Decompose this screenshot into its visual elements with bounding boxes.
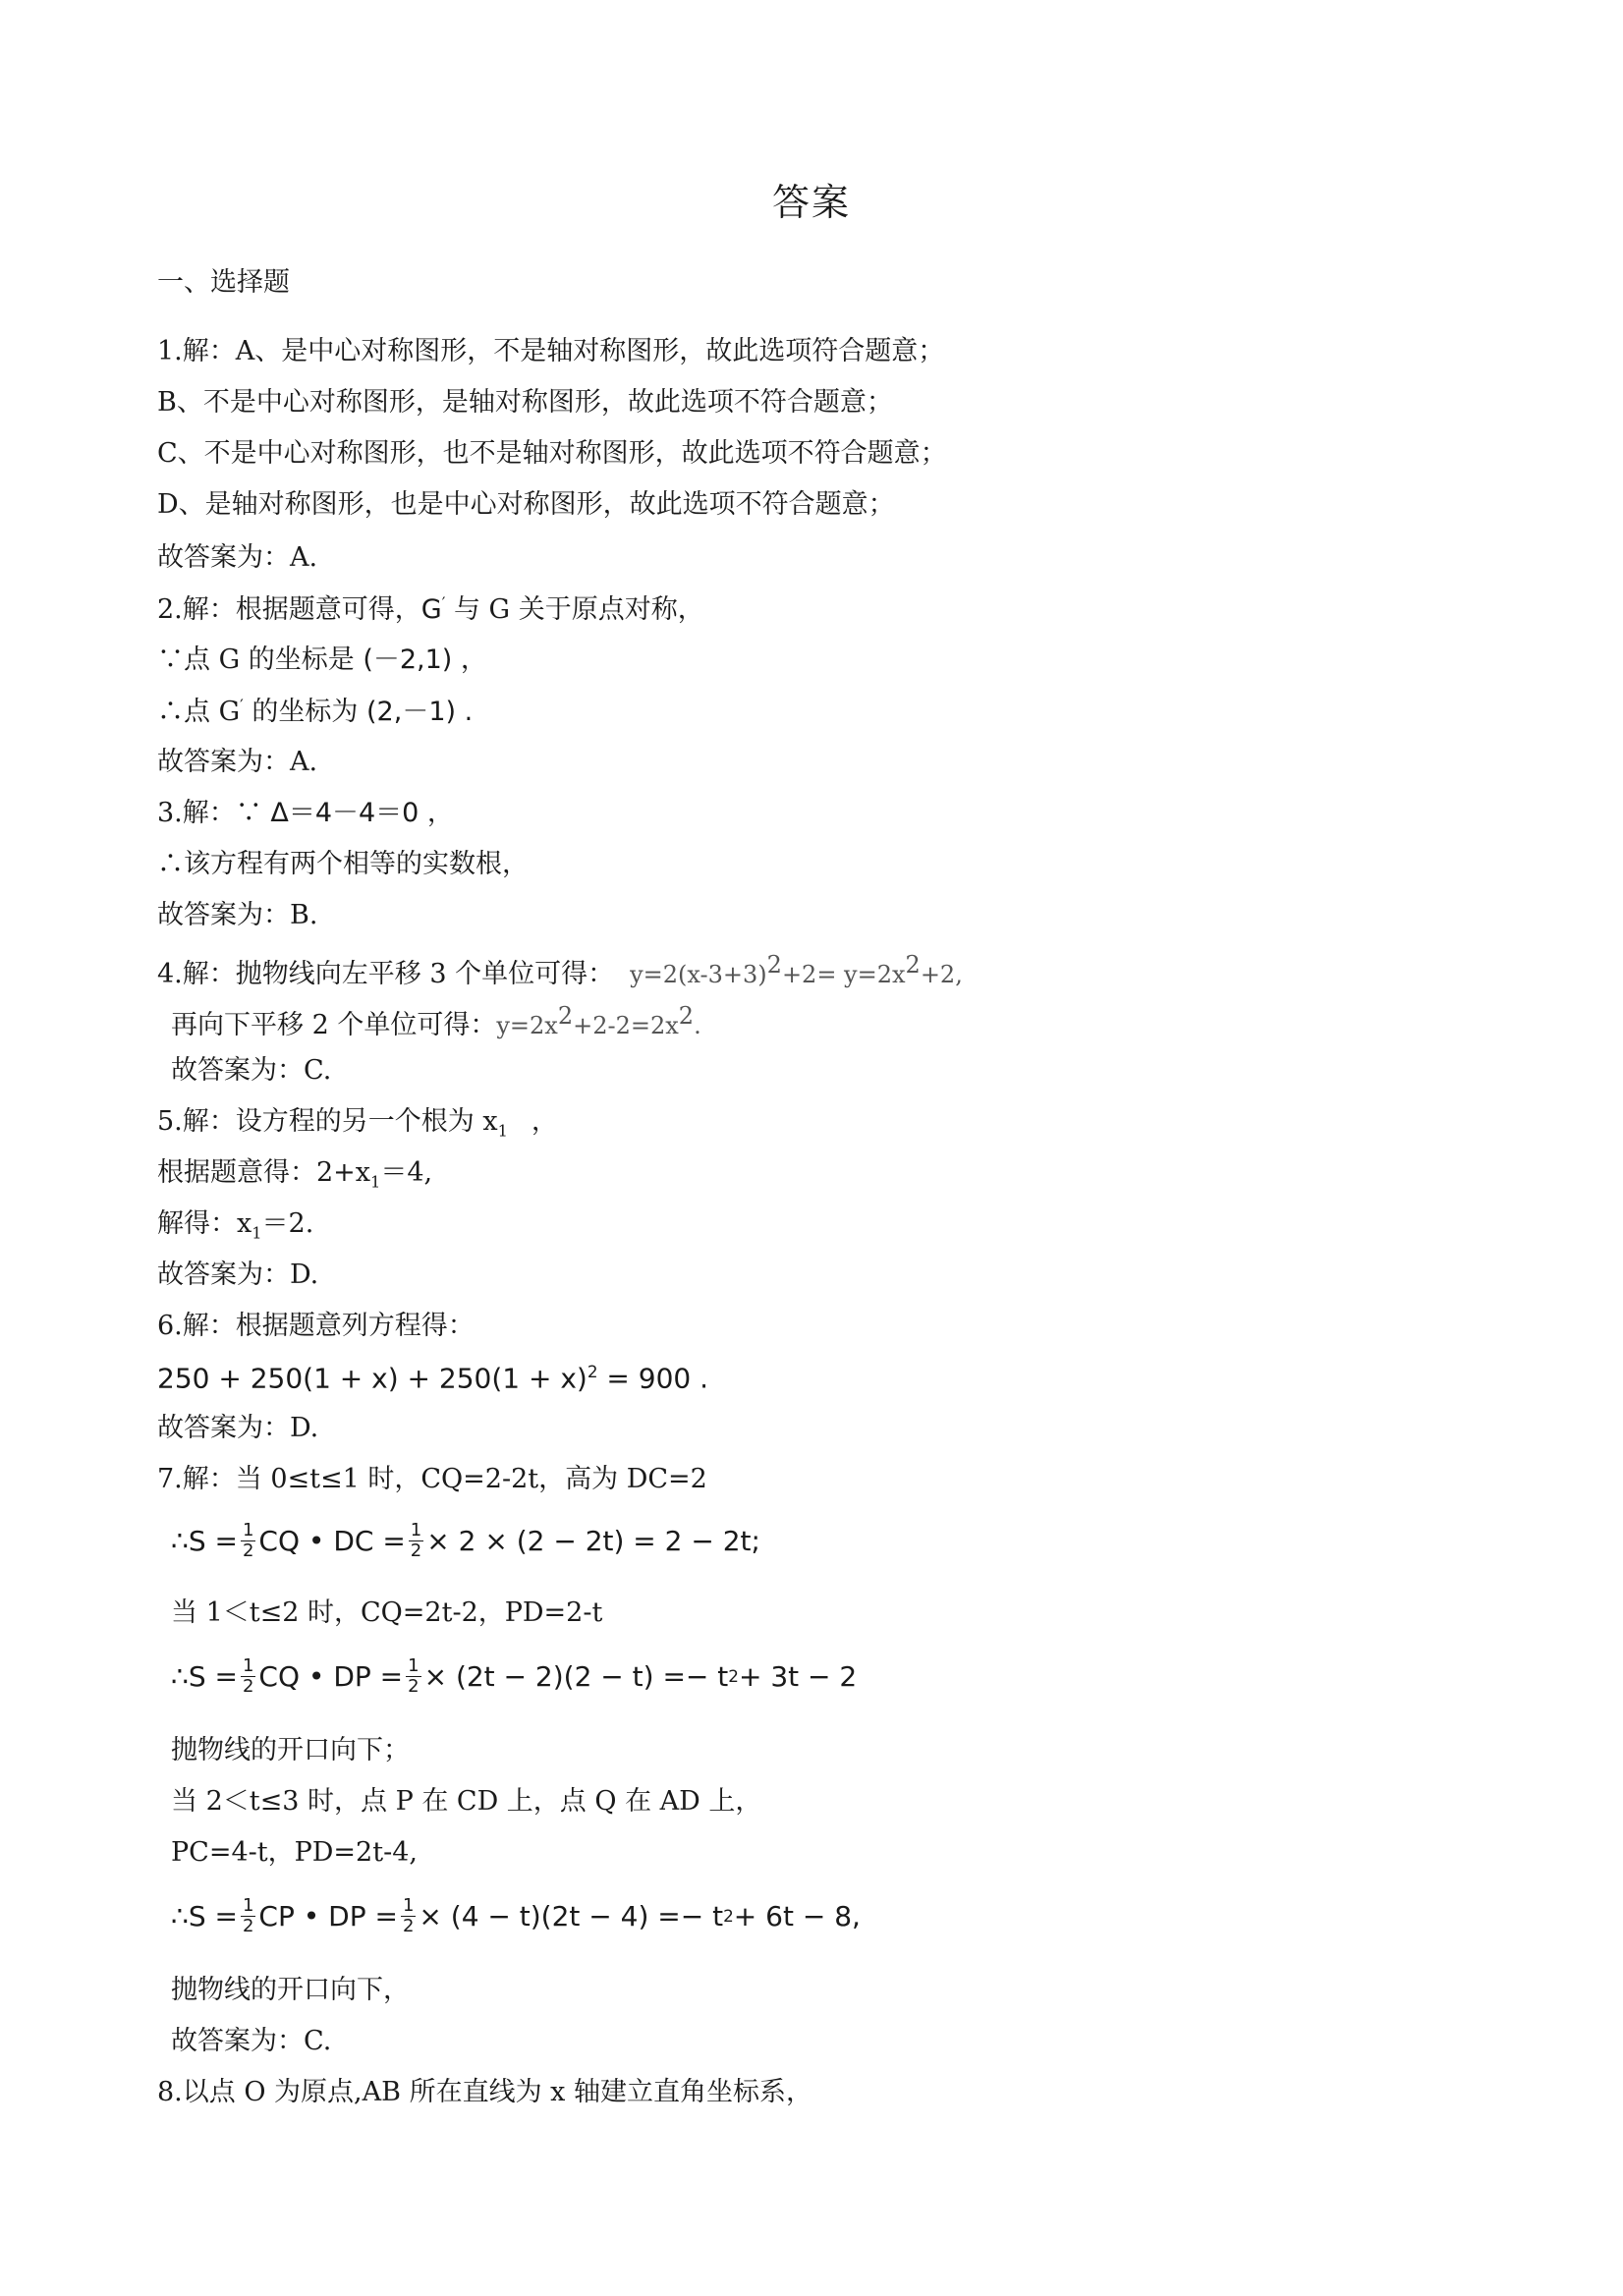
q1-line3: C、不是中心对称图形，也不是轴对称图形，故此选项不符合题意； (157, 438, 947, 469)
q5-answer: 故答案为：D. (157, 1260, 319, 1290)
q7-answer: 故答案为：C. (171, 2026, 332, 2056)
q4-exp-c: 2 (557, 1002, 574, 1030)
q5-sub2: 1 (370, 1172, 381, 1192)
q3-line1 (157, 798, 454, 829)
q2-coord-label: 的坐标为 (243, 697, 359, 727)
q4-expr-a: y=2(x-3+3) (630, 961, 767, 988)
q4-expr-c: +2, (920, 961, 963, 988)
q6-equation (157, 1362, 708, 1395)
section-heading: 一、选择题 (157, 267, 290, 298)
q6-eq-b: = 900 . (597, 1362, 709, 1395)
q7-f3-e: + 6t − 8, (733, 1899, 861, 1932)
q5-sub3: 1 (252, 1223, 262, 1243)
q7-formula2 (171, 1656, 857, 1697)
q4-exp-b: 2 (905, 951, 921, 979)
q5-eq-a: 根据题意得：2+x (157, 1157, 371, 1188)
fraction-half: $\frac{1}{2}$ (242, 1655, 254, 1697)
q2-given: ∵点 G 的坐标是 (157, 644, 355, 675)
q5-sol-a: 解得：x (157, 1208, 252, 1239)
q5-line1 (157, 1106, 558, 1141)
q4-answer: 故答案为：C. (171, 1055, 332, 1086)
q3-because: 3.解：∵ (157, 798, 262, 828)
fraction-half: $\frac{1}{2}$ (410, 1520, 422, 1561)
q5-sol-b: ＝2. (261, 1208, 314, 1239)
q2-prime2: ′ (240, 696, 244, 714)
q2-coordinate: (－2,1) ， (354, 644, 487, 675)
q2-line1 (157, 593, 704, 626)
q4-line1 (157, 951, 963, 990)
q6-eq-exp: 2 (587, 1362, 598, 1381)
q3-answer: 故答案为：B. (157, 900, 318, 930)
q2-line3 (157, 696, 473, 728)
q7-line5: PC=4-t，PD=2t-4, (171, 1837, 418, 1868)
q5-eq-b: ＝4, (380, 1157, 433, 1188)
q4-expr-d: y=2x (496, 1012, 558, 1039)
q7-line4: 当 2＜t≤3 时，点 P 在 CD 上，点 Q 在 AD 上， (171, 1786, 762, 1817)
q7-f2-c: × (2t − 2)(2 − t) =− t (423, 1659, 729, 1693)
q4-expr-b: +2= y=2x (781, 961, 906, 988)
q1-line2: B、不是中心对称图形，是轴对称图形，故此选项不符合题意； (157, 387, 893, 418)
q6-line1: 6.解：根据题意列方程得： (157, 1311, 475, 1341)
q2-prime: ′ (441, 593, 446, 612)
fraction-half: $\frac{1}{2}$ (402, 1895, 415, 1936)
q7-f1-c: × 2 × (2 − 2t) = 2 − 2t; (426, 1524, 760, 1557)
q5-line2 (157, 1157, 432, 1192)
q2-g-symbol: G (420, 594, 442, 625)
q5-comma: ， (531, 1106, 558, 1137)
q7-formula1 (171, 1521, 760, 1561)
q2-text-end: 与 G 关于原点对称， (445, 594, 704, 625)
q4-exp-d: 2 (678, 1002, 695, 1030)
q3-line2: ∴该方程有两个相等的实数根， (157, 849, 529, 879)
q2-answer: 故答案为：A. (157, 747, 318, 777)
q2-text: 2.解：根据题意可得， (157, 594, 421, 625)
q7-f3-c: × (4 − t)(2t − 4) =− t (419, 1899, 724, 1932)
q7-line1: 7.解：当 0≤t≤1 时，CQ=2-2t，高为 DC=2 (157, 1464, 707, 1494)
q7-formula3 (171, 1896, 861, 1936)
q7-f3-b: CP • DP = (258, 1899, 398, 1932)
q7-line3: 抛物线的开口向下； (171, 1735, 410, 1765)
q4-exp-a: 2 (766, 951, 782, 979)
q1-line1: 1.解：A、是中心对称图形，不是轴对称图形，故此选项符合题意； (157, 336, 945, 366)
q2-result-coordinate: (2,－1) . (358, 697, 474, 727)
q6-answer: 故答案为：D. (157, 1413, 319, 1443)
q3-discriminant: Δ＝4－4＝0 ， (261, 798, 454, 828)
q7-line6: 抛物线的开口向下， (171, 1975, 410, 2005)
q7-f2-b: CQ • DP = (258, 1659, 404, 1693)
q1-line4: D、是轴对称图形，也是中心对称图形，故此选项不符合题意； (157, 489, 895, 520)
q7-f2-a: ∴S = (171, 1659, 238, 1693)
q5-sub: 1 (497, 1121, 508, 1141)
q7-f3-exp: 2 (723, 1906, 734, 1927)
fraction-half: $\frac{1}{2}$ (242, 1895, 254, 1936)
fraction-half: $\frac{1}{2}$ (242, 1520, 254, 1561)
q4-text: 4.解：抛物线向左平移 3 个单位可得： (157, 959, 615, 989)
page-title: 答案 (771, 181, 851, 224)
q7-line2: 当 1＜t≤2 时，CQ=2t-2，PD=2-t (171, 1597, 603, 1628)
q7-f1-b: CQ • DC = (258, 1524, 406, 1557)
q7-f3-a: ∴S = (171, 1899, 238, 1932)
q7-f2-e: + 3t − 2 (738, 1659, 858, 1693)
q4-expr-f: . (694, 1012, 701, 1039)
q7-f2-exp: 2 (728, 1666, 739, 1687)
q4-text2: 再向下平移 2 个单位可得： (171, 1010, 497, 1040)
q8-line1: 8.以点 O 为原点,AB 所在直线为 x 轴建立直角坐标系， (157, 2077, 812, 2107)
q4-expr-e: +2-2=2x (573, 1012, 679, 1039)
q5-text: 5.解：设方程的另一个根为 x (157, 1106, 498, 1137)
q7-f1-a: ∴S = (171, 1524, 238, 1557)
fraction-half: $\frac{1}{2}$ (408, 1655, 420, 1697)
q5-line3 (157, 1208, 313, 1243)
q2-therefore: ∴点 G (157, 697, 241, 727)
q4-line2 (171, 1002, 701, 1041)
q2-line2 (157, 644, 487, 676)
q1-answer: 故答案为：A. (157, 542, 318, 573)
q6-eq-a: 250 + 250(1 + x) + 250(1 + x) (157, 1362, 588, 1395)
